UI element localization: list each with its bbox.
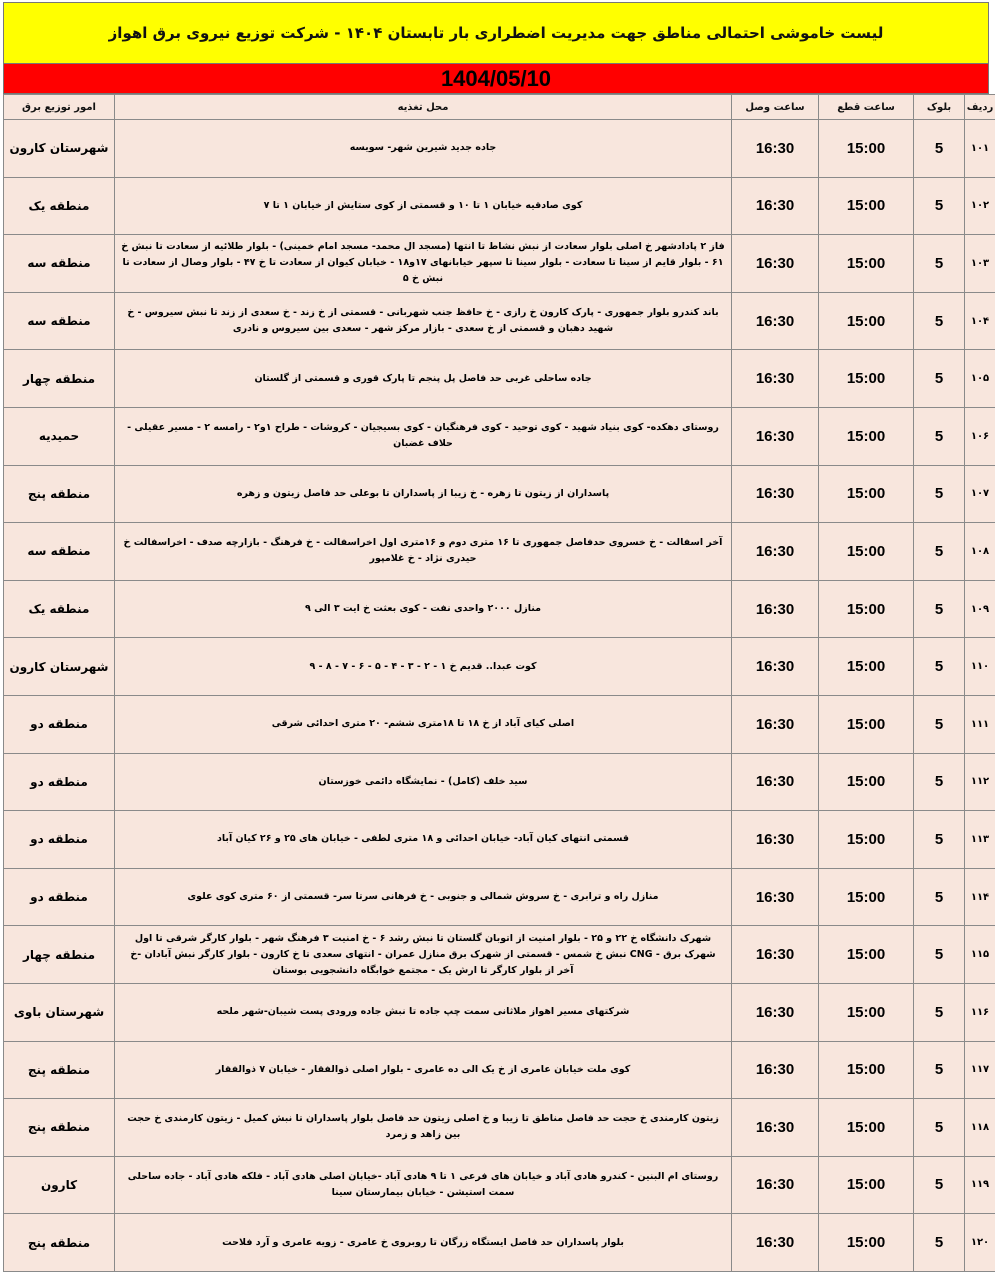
location-text: پاسداران از زیتون تا زهره - خ زیبا از پاسداران تا بوعلی حد فاصل زیتون و زهره <box>115 465 732 523</box>
cut-time: 15:00 <box>819 753 914 811</box>
row-number: ۱۰۲ <box>965 177 995 235</box>
block-number: 5 <box>914 292 965 350</box>
row-number: ۱۰۸ <box>965 523 995 581</box>
header-cut-time: ساعت قطع <box>819 95 914 120</box>
block-number: 5 <box>914 465 965 523</box>
row-number: ۱۱۹ <box>965 1156 995 1214</box>
row-number: ۱۰۶ <box>965 407 995 465</box>
connect-time: 16:30 <box>732 407 819 465</box>
location-text: سید خلف (کامل) - نمایشگاه دائمی خوزستان <box>115 753 732 811</box>
location-text: منازل ۲۰۰۰ واحدی نفت - کوی بعثت خ ایت ۳ الی ۹ <box>115 580 732 638</box>
cut-time: 15:00 <box>819 1041 914 1099</box>
connect-time: 16:30 <box>732 695 819 753</box>
department-name: منطقه پنج <box>4 1041 115 1099</box>
department-name: منطقه پنج <box>4 1214 115 1272</box>
cut-time: 15:00 <box>819 350 914 408</box>
cut-time: 15:00 <box>819 580 914 638</box>
cut-time: 15:00 <box>819 407 914 465</box>
department-name: منطقه سه <box>4 235 115 293</box>
cut-time: 15:00 <box>819 1156 914 1214</box>
block-number: 5 <box>914 1214 965 1272</box>
table-row <box>4 523 995 581</box>
location-text: باند کندرو بلوار جمهوری - پارک کارون خ رازی - خ حافظ جنب شهربانی - قسمتی از خ زند - خ سعدی از زند تا نبش سیروس - خ شهید دهبان و قسمتی از خ سعدی - بازار مرکز شهر - سعدی بین سیروس و نادری <box>115 292 732 350</box>
row-number: ۱۱۴ <box>965 868 995 926</box>
cut-time: 15:00 <box>819 1214 914 1272</box>
row-number: ۱۰۱ <box>965 120 995 178</box>
location-text: کوی ملت خیابان عامری از خ یک الی ده عامری - بلوار اصلی ذوالفقار - خیابان ۷ ذوالفقار <box>115 1041 732 1099</box>
table-row <box>4 120 995 178</box>
connect-time: 16:30 <box>732 1099 819 1157</box>
location-text: شرکتهای مسیر اهواز ملاثانی سمت چپ جاده تا نبش جاده ورودی پست شیبان-شهر ملحه <box>115 983 732 1041</box>
department-name: منطقه سه <box>4 292 115 350</box>
row-number: ۱۱۲ <box>965 753 995 811</box>
connect-time: 16:30 <box>732 638 819 696</box>
block-number: 5 <box>914 580 965 638</box>
department-name: شهرستان کارون <box>4 638 115 696</box>
department-name: منطقه یک <box>4 177 115 235</box>
location-text: بلوار پاسداران حد فاصل ایستگاه زرگان تا روبروی خ عامری - زویه عامری و آرد فلاحت <box>115 1214 732 1272</box>
block-number: 5 <box>914 1156 965 1214</box>
table-row <box>4 580 995 638</box>
block-number: 5 <box>914 811 965 869</box>
block-number: 5 <box>914 926 965 984</box>
table-row <box>4 350 995 408</box>
location-text: قسمتی انتهای کیان آباد- خیابان احدائی و ۱۸ متری لطفی - خیابان های ۲۵ و ۲۶ کیان آباد <box>115 811 732 869</box>
connect-time: 16:30 <box>732 753 819 811</box>
table-row <box>4 1214 995 1272</box>
department-name: حمیدیه <box>4 407 115 465</box>
department-name: منطقه پنج <box>4 465 115 523</box>
row-number: ۱۰۳ <box>965 235 995 293</box>
row-number: ۱۲۰ <box>965 1214 995 1272</box>
location-text: جاده جدید شیرین شهر- سویسه <box>115 120 732 178</box>
block-number: 5 <box>914 523 965 581</box>
block-number: 5 <box>914 407 965 465</box>
connect-time: 16:30 <box>732 177 819 235</box>
row-number: ۱۱۸ <box>965 1099 995 1157</box>
table-header-row <box>4 95 995 120</box>
table-row <box>4 926 995 984</box>
cut-time: 15:00 <box>819 235 914 293</box>
connect-time: 16:30 <box>732 983 819 1041</box>
header-block: بلوک <box>914 95 965 120</box>
cut-time: 15:00 <box>819 120 914 178</box>
department-name: منطقه چهار <box>4 926 115 984</box>
table-row <box>4 177 995 235</box>
cut-time: 15:00 <box>819 811 914 869</box>
department-name: شهرستان باوی <box>4 983 115 1041</box>
outage-sheet <box>3 2 994 1272</box>
table-row <box>4 465 995 523</box>
block-number: 5 <box>914 1041 965 1099</box>
cut-time: 15:00 <box>819 638 914 696</box>
location-text: شهرک دانشگاه خ ۲۲ و ۲۵ - بلوار امنیت از اتوبان گلستان تا نبش رشد ۶ - خ امنیت ۳ فرهنگ شهر - بلوار کارگر شرقی تا اول شهرک برق - CNG نبش خ شمس - قسمتی از شهرک برق منازل عمران - انتهای سعدی تا خ کارون - بلوار کارگر نبش آبادان -خ آخر از بلوار کارگر تا ارش یک - مجتمع خوابگاه دانشجویی بوستان <box>115 926 732 984</box>
cut-time: 15:00 <box>819 1099 914 1157</box>
header-location: محل تغذیه <box>115 95 732 120</box>
block-number: 5 <box>914 638 965 696</box>
connect-time: 16:30 <box>732 235 819 293</box>
connect-time: 16:30 <box>732 1156 819 1214</box>
row-number: ۱۱۱ <box>965 695 995 753</box>
row-number: ۱۱۷ <box>965 1041 995 1099</box>
department-name: منطقه دو <box>4 811 115 869</box>
row-number: ۱۱۰ <box>965 638 995 696</box>
page-title: لیست خاموشی احتمالی مناطق جهت مدیریت اضطراری بار تابستان ۱۴۰۴ - شرکت توزیع نیروی برق اهواز <box>3 2 989 64</box>
department-name: کارون <box>4 1156 115 1214</box>
table-row <box>4 1099 995 1157</box>
location-text: کوی صادقیه خیابان ۱ تا ۱۰ و قسمتی از کوی ستایش از خیابان ۱ تا ۷ <box>115 177 732 235</box>
connect-time: 16:30 <box>732 580 819 638</box>
connect-time: 16:30 <box>732 926 819 984</box>
location-text: روستای دهکده- کوی بنیاد شهید - کوی توحید - کوی فرهنگیان - کوی بسیجیان - کروشات - طراح ۱و۲ - رامسه ۲ - مسیر عقیلی - حلاف غضبان <box>115 407 732 465</box>
table-row <box>4 1041 995 1099</box>
table-row <box>4 638 995 696</box>
connect-time: 16:30 <box>732 523 819 581</box>
location-text: فاز ۲ پادادشهر خ اصلی بلوار سعادت از نبش نشاط تا انتها (مسجد ال محمد- مسجد امام خمینی) - بلوار طلائیه از سعادت تا نبش خ ۶۱ - بلوار قایم از سینا تا سعادت - بلوار سینا تا سپهر خیابانهای ۱۷و۱۸ - خیابان کیوان از سعادت تا خ ۴۷ - بلوار وصال از سعادت تا نبش خ ۵ <box>115 235 732 293</box>
cut-time: 15:00 <box>819 926 914 984</box>
block-number: 5 <box>914 177 965 235</box>
header-connect-time: ساعت وصل <box>732 95 819 120</box>
header-row-number: ردیف <box>965 95 995 120</box>
row-number: ۱۰۹ <box>965 580 995 638</box>
department-name: منطقه دو <box>4 753 115 811</box>
cut-time: 15:00 <box>819 177 914 235</box>
table-row <box>4 753 995 811</box>
connect-time: 16:30 <box>732 868 819 926</box>
block-number: 5 <box>914 235 965 293</box>
block-number: 5 <box>914 753 965 811</box>
connect-time: 16:30 <box>732 465 819 523</box>
block-number: 5 <box>914 868 965 926</box>
block-number: 5 <box>914 350 965 408</box>
department-name: منطقه دو <box>4 695 115 753</box>
location-text: اصلی کیای آباد از خ ۱۸ تا ۱۸متری ششم- ۲۰ متری احدائی شرقی <box>115 695 732 753</box>
connect-time: 16:30 <box>732 120 819 178</box>
row-number: ۱۰۷ <box>965 465 995 523</box>
table-row <box>4 811 995 869</box>
department-name: منطقه سه <box>4 523 115 581</box>
location-text: جاده ساحلی غربی حد فاصل پل پنجم تا پارک قوری و قسمتی از گلستان <box>115 350 732 408</box>
connect-time: 16:30 <box>732 811 819 869</box>
department-name: منطقه یک <box>4 580 115 638</box>
connect-time: 16:30 <box>732 1214 819 1272</box>
location-text: کوت عبدا.. قدیم خ ۱ - ۲ - ۳ - ۴ - ۵ - ۶ - ۷ - ۸ - ۹ <box>115 638 732 696</box>
row-number: ۱۱۳ <box>965 811 995 869</box>
department-name: شهرستان کارون <box>4 120 115 178</box>
connect-time: 16:30 <box>732 292 819 350</box>
row-number: ۱۰۴ <box>965 292 995 350</box>
cut-time: 15:00 <box>819 465 914 523</box>
cut-time: 15:00 <box>819 523 914 581</box>
cut-time: 15:00 <box>819 695 914 753</box>
row-number: ۱۱۶ <box>965 983 995 1041</box>
department-name: منطقه چهار <box>4 350 115 408</box>
block-number: 5 <box>914 120 965 178</box>
table-row <box>4 695 995 753</box>
department-name: منطقه دو <box>4 868 115 926</box>
location-text: منازل راه و ترابری - خ سروش شمالی و جنوبی - خ فرهانی سرتا سر- قسمتی از ۶۰ متری کوی علوی <box>115 868 732 926</box>
table-row <box>4 292 995 350</box>
cut-time: 15:00 <box>819 983 914 1041</box>
block-number: 5 <box>914 695 965 753</box>
location-text: زیتون کارمندی خ حجت حد فاصل مناطق تا زیبا و خ اصلی زیتون حد فاصل بلوار پاسداران تا نبش کمیل - زیتون کارمندی خ حجت بین زاهد و زمرد <box>115 1099 732 1157</box>
table-row <box>4 1156 995 1214</box>
outage-table <box>3 94 995 1272</box>
header-department: امور توزیع برق <box>4 95 115 120</box>
schedule-date: 1404/05/10 <box>3 64 989 94</box>
table-row <box>4 868 995 926</box>
location-text: آخر اسفالت - خ خسروی حدفاصل جمهوری تا ۱۶ متری دوم و ۱۶متری اول اخراسفالت - خ فرهنگ - بازارچه صدف - اخراسفالت خ حیدری نژاد - خ غلامپور <box>115 523 732 581</box>
connect-time: 16:30 <box>732 350 819 408</box>
cut-time: 15:00 <box>819 868 914 926</box>
row-number: ۱۱۵ <box>965 926 995 984</box>
row-number: ۱۰۵ <box>965 350 995 408</box>
block-number: 5 <box>914 983 965 1041</box>
table-row <box>4 407 995 465</box>
block-number: 5 <box>914 1099 965 1157</box>
department-name: منطقه پنج <box>4 1099 115 1157</box>
table-row <box>4 235 995 293</box>
location-text: روستای ام البنین - کندرو هادی آباد و خیابان های فرعی ۱ تا ۹ هادی آباد -خیابان اصلی هادی آباد - فلکه هادی آباد - جاده ساحلی سمت استیشن - خیابان بیمارستان سینا <box>115 1156 732 1214</box>
table-row <box>4 983 995 1041</box>
connect-time: 16:30 <box>732 1041 819 1099</box>
cut-time: 15:00 <box>819 292 914 350</box>
